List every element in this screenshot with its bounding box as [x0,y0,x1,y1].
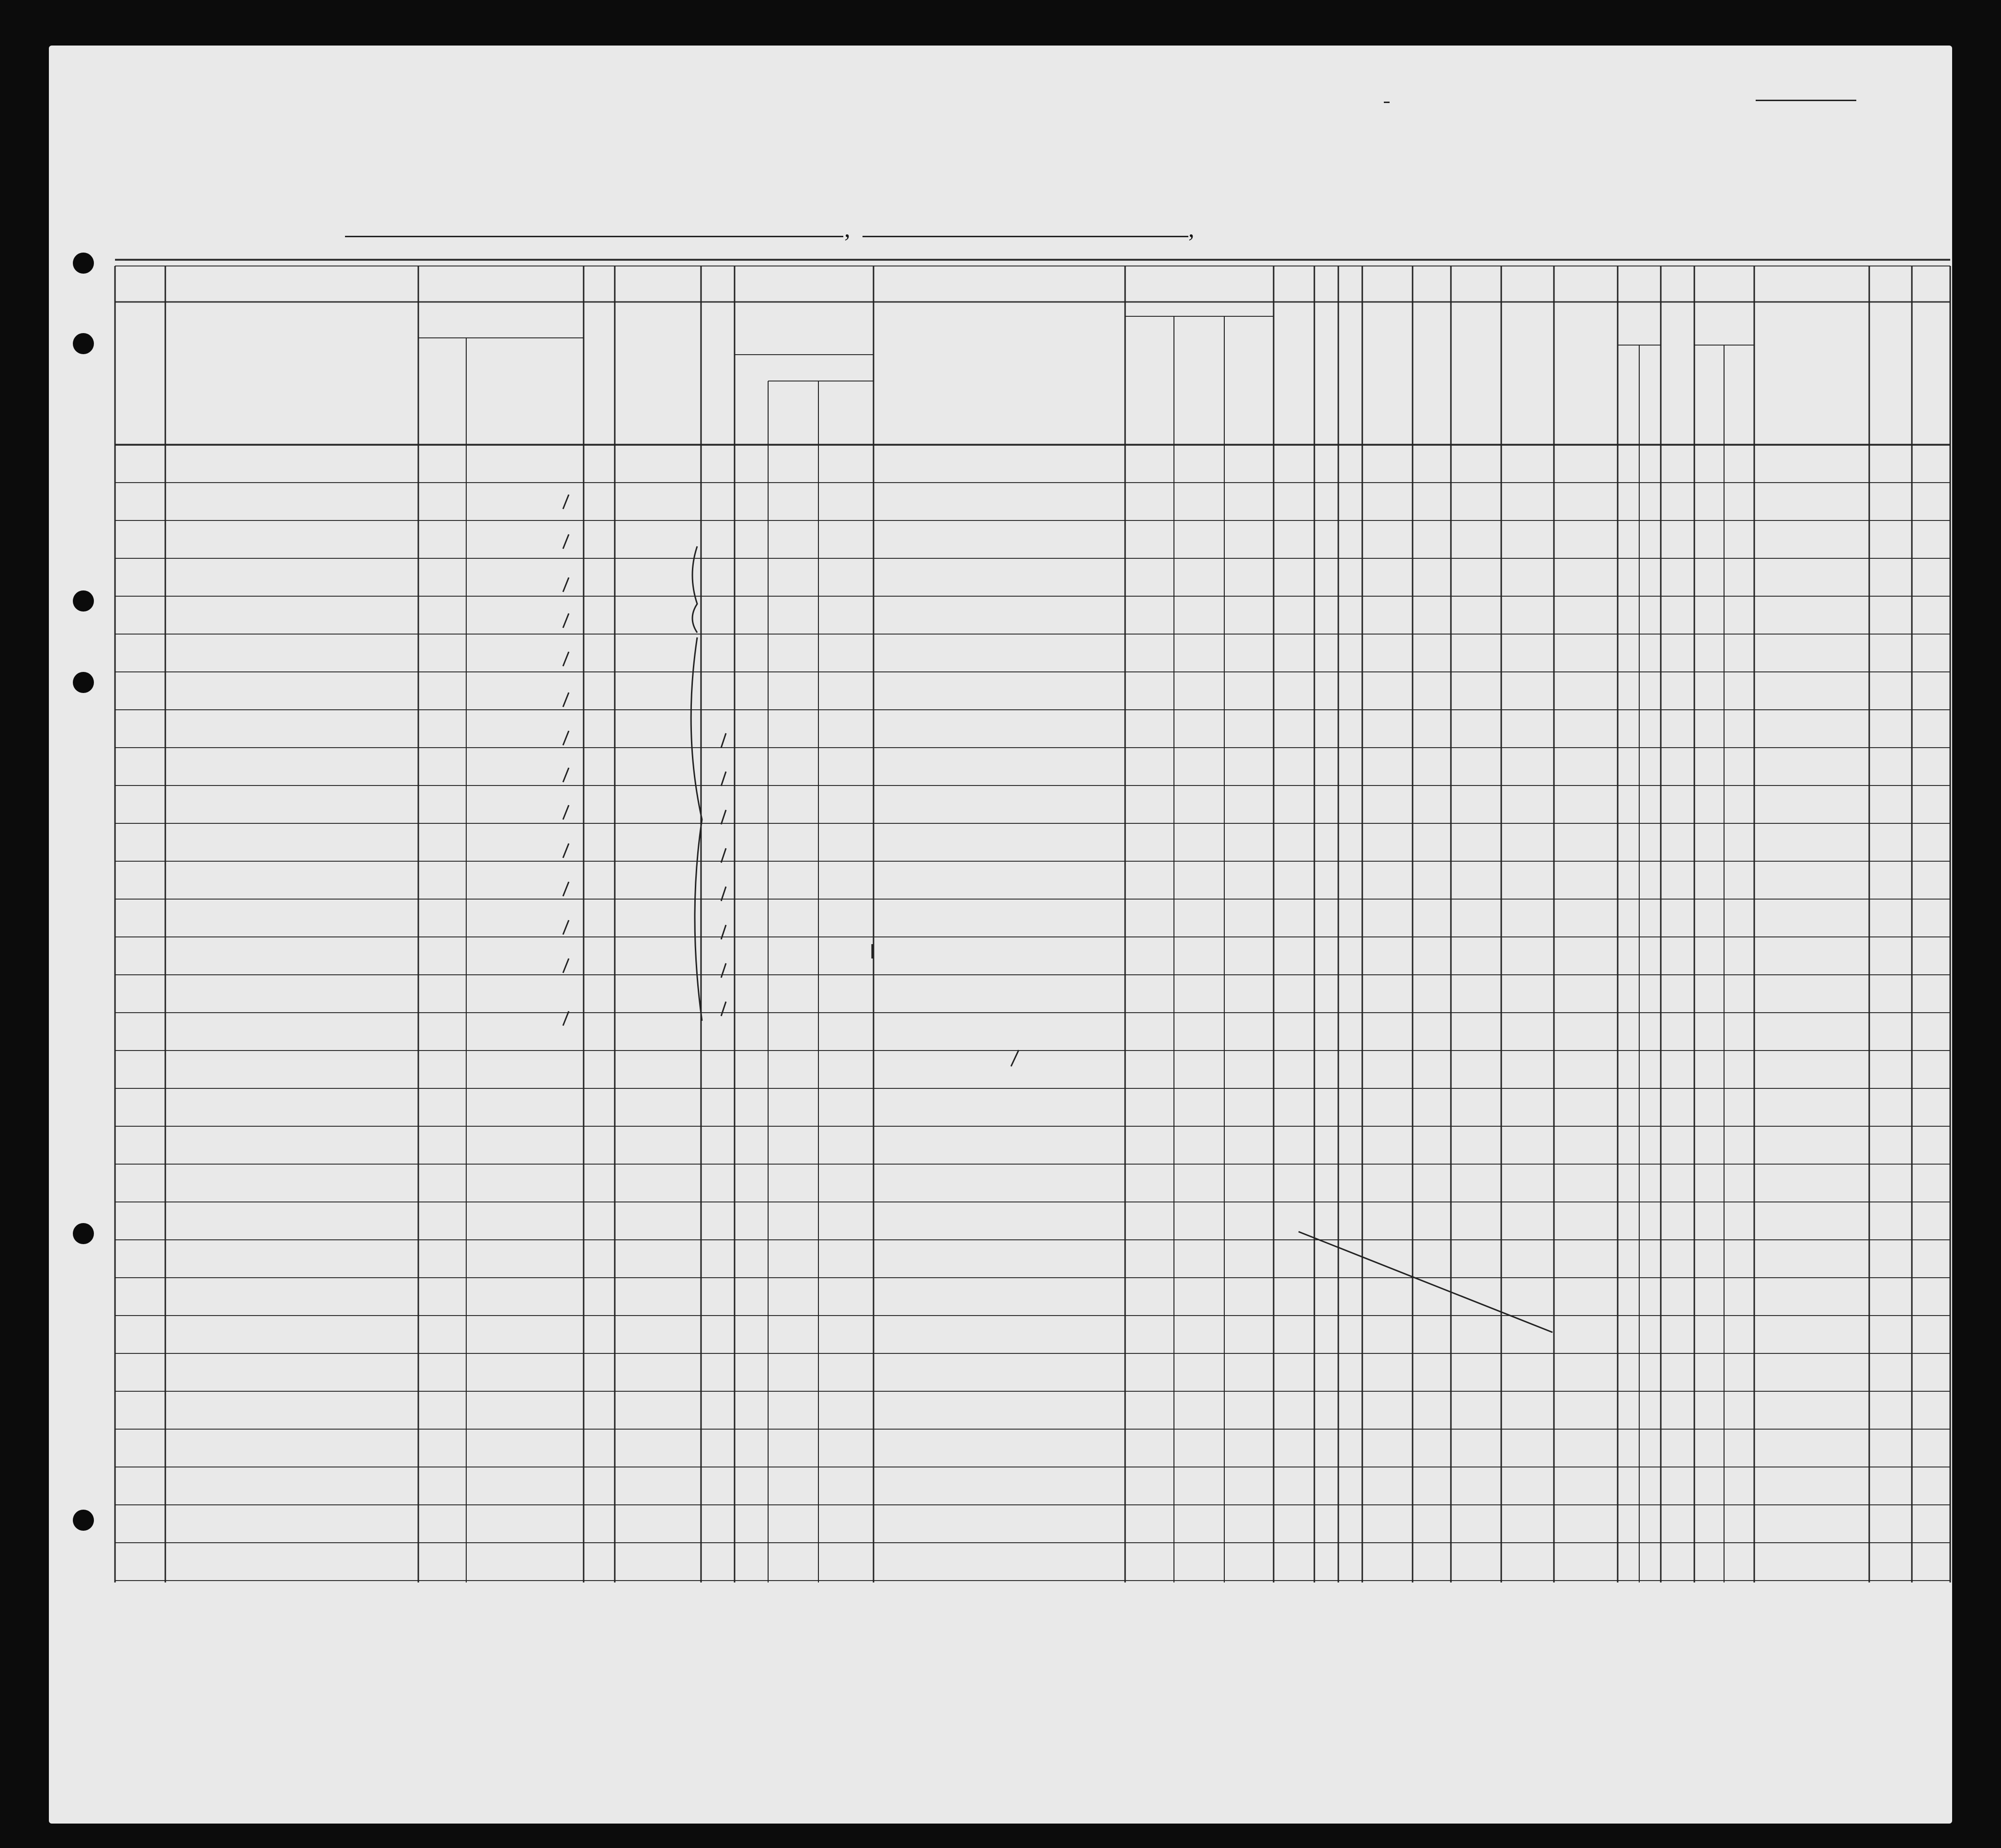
header-purpose-a [1109,333,1152,453]
header-purpose-c [1240,326,1268,446]
header-q30 [1461,326,1490,446]
header-q28 [1366,333,1409,453]
header-q29 [1415,328,1449,448]
header-prison [1277,328,1311,448]
comma-mark: , [1188,215,1195,242]
comma-mark: , [844,215,851,242]
header-purpose-b [1188,326,1217,446]
